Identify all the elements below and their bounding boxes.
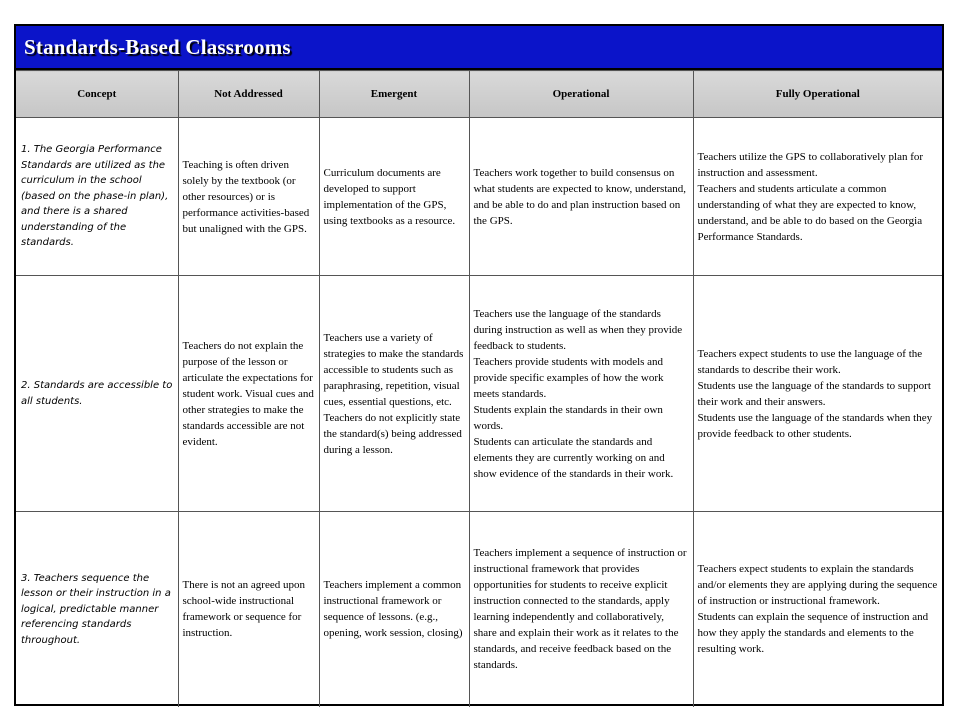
emergent-cell: Curriculum documents are developed to support implementation of the GPS, using textbooks as a resource. [319,118,469,276]
column-header-emergent: Emergent [319,71,469,118]
standards-table [16,70,942,707]
cell-paragraph: Teachers expect students to explain the standards and/or elements they are applying during the sequence of instruction or instructional framework. [697,563,938,608]
cell-paragraph: Teachers expect students to use the language of the standards to describe their work. [697,347,923,376]
operational-cell: Teachers implement a sequence of instruction or instructional framework that provides opportunities for students to receive explicit instruction connected to the standards, apply learning independently and collaboratively, share and explain their work as it relates to the standards, and receive feedback based on the standards. [469,512,693,707]
column-header-not-addressed: Not Addressed [178,71,319,118]
fully-operational-cell [693,512,942,707]
cell-paragraph: Teachers provide students with models and provide specific examples of how the work meets standards. [473,355,664,400]
table-row [16,276,942,512]
fully-operational-cell [693,118,942,276]
cell-paragraph: Students use the language of the standards to support their work and their answers. [697,379,931,408]
column-header-operational: Operational [469,71,693,118]
cell-paragraph: Teachers use the language of the standards during instruction as well as when they provide feedback to students. [473,307,683,352]
column-header-fully-operational: Fully Operational [693,71,942,118]
cell-paragraph: Students can articulate the standards and elements they are currently working on and show evidence of the standards in their work. [473,435,674,480]
cell-paragraph: Students can explain the sequence of instruction and how they apply the standards and elements to the resulting work. [697,611,929,656]
concept-cell: 3. Teachers sequence the lesson or their instruction in a logical, predictable manner referencing standards throughout. [16,512,178,707]
cell-paragraph: Students use the language of the standards when they provide feedback to other students. [697,411,933,440]
emergent-cell: Teachers implement a common instructional framework or sequence of lessons. (e.g., opening, work session, closing) [319,512,469,707]
page-title: Standards-Based Classrooms [24,34,291,59]
concept-cell: 1. The Georgia Performance Standards are utilized as the curriculum in the school (based on the phase-in plan), and there is a shared understanding of the standards. [16,118,178,276]
not-addressed-cell: Teachers do not explain the purpose of the lesson or articulate the expectations for student work. Visual cues and other strategies to make the standards accessible are not evident. [178,276,319,512]
fully-operational-cell [693,276,942,512]
cell-paragraph: Students explain the standards in their own words. [473,403,663,432]
concept-cell: 2. Standards are accessible to all students. [16,276,178,512]
operational-cell: Teachers work together to build consensus on what students are expected to know, understand, and be able to do and plan instruction based on the GPS. [469,118,693,276]
table-row [16,118,942,276]
column-header-concept: Concept [16,71,178,118]
standards-document [14,24,944,706]
not-addressed-cell: There is not an agreed upon school-wide instructional framework or sequence for instruction. [178,512,319,707]
operational-cell [469,276,693,512]
cell-paragraph: Teachers utilize the GPS to collaboratively plan for instruction and assessment. [697,150,924,179]
cell-paragraph: Teachers and students articulate a common understanding of what they are expected to know, understand, and be able to do based on the Georgia Performance Standards. [697,182,923,243]
not-addressed-cell: Teaching is often driven solely by the textbook (or other resources) or is performance activities-based but unaligned with the GPS. [178,118,319,276]
header-row [16,71,942,118]
emergent-cell: Teachers use a variety of strategies to make the standards accessible to students such as paraphrasing, repetition, visual cues, essential questions, etc. Teachers do not explicitly state the standard(s) being addressed during a lesson. [319,276,469,512]
title-bar [16,26,942,70]
table-row [16,512,942,707]
